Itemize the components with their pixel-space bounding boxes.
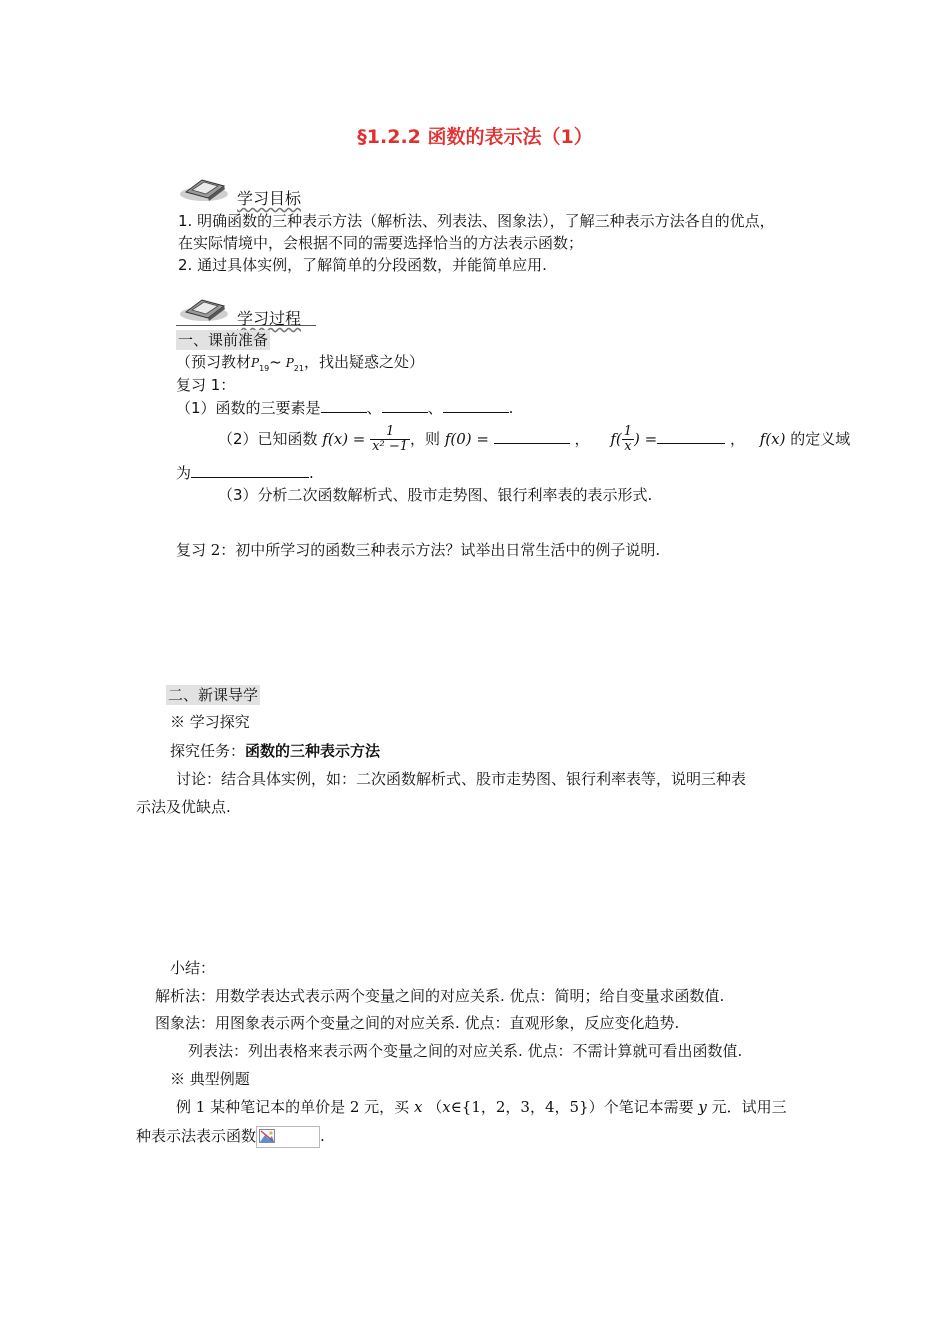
section-heading-goals: 学习目标 (237, 189, 302, 208)
divider (176, 325, 316, 326)
question-2-continuation: 为 . (176, 464, 314, 482)
part-label-preparation: 一、课前准备 (178, 331, 269, 349)
summary-graph: 图象法：用图象表示两个变量之间的对应关系. 优点：直观形象，反应变化趋势. (155, 1014, 680, 1032)
missing-image-placeholder (256, 1126, 320, 1148)
section-heading-process: 学习过程 (237, 309, 302, 328)
example-1-line-1: 例 1 某种笔记本的单价是 2 元，买 x （x∈{1，2，3，4，5}）个笔记本需要 y 元．试用三 (176, 1098, 787, 1116)
book-icon (178, 292, 234, 324)
question-3: （3）分析二次函数解析式、股市走势图、银行利率表的表示形式. (218, 486, 653, 504)
review-2: 复习 2：初中所学习的函数三种表示方法？试举出日常生活中的例子说明. (176, 541, 661, 559)
example-1-line-2: 种表示法表示函数 . (136, 1125, 325, 1148)
answer-blank (443, 398, 509, 413)
question-2: （2）已知函数 f(x) = $\frac{1}{\text{x² −1}}$ ，则 f(0) = ， f( $\frac{1}{x}$ ) = ， f(x) 的定义域 (218, 424, 851, 454)
goal-item-1-line-2: 在实际情境中，会根据不同的需要选择恰当的方法表示函数； (178, 234, 584, 252)
summary-label: 小结： (170, 959, 216, 977)
review-1-label: 复习 1： (176, 376, 236, 394)
broken-image-icon (259, 1129, 275, 1143)
part-label-new-lesson: 二、新课导学 (168, 686, 259, 704)
goal-item-2: 2. 通过具体实例，了解简单的分段函数，并能简单应用. (178, 256, 547, 274)
summary-table: 列表法：列出表格来表示两个变量之间的对应关系. 优点：不需计算就可看出函数值. (188, 1042, 743, 1060)
book-icon (178, 172, 234, 204)
answer-blank (494, 429, 570, 444)
discussion-line-1: 讨论：结合具体实例，如：二次函数解析式、股市走势图、银行利率表等，说明三种表 (176, 770, 747, 788)
answer-blank (321, 398, 367, 413)
answer-blank (382, 398, 428, 413)
page-title: §1.2.2 函数的表示法（1） (357, 126, 593, 148)
preview-line: （预习教材$P_{19}\sim$ $P_{21}$，找出疑惑之处） (176, 353, 424, 373)
task-line: 探究任务：函数的三种表示方法 (170, 742, 381, 760)
discussion-line-2: 示法及优缺点. (136, 798, 231, 816)
question-1: （1）函数的三要素是 、 、 . (176, 399, 514, 417)
answer-blank (191, 463, 309, 478)
explore-heading: ※ 学习探究 (170, 713, 250, 731)
summary-analytic: 解析法：用数学表达式表示两个变量之间的对应关系. 优点：简明；给自变量求函数值. (155, 987, 725, 1005)
examples-heading: ※ 典型例题 (170, 1070, 250, 1088)
goal-item-1-line-1: 1. 明确函数的三种表示方法（解析法、列表法、图象法），了解三种表示方法各自的优点， (178, 212, 775, 230)
answer-blank (657, 429, 725, 444)
